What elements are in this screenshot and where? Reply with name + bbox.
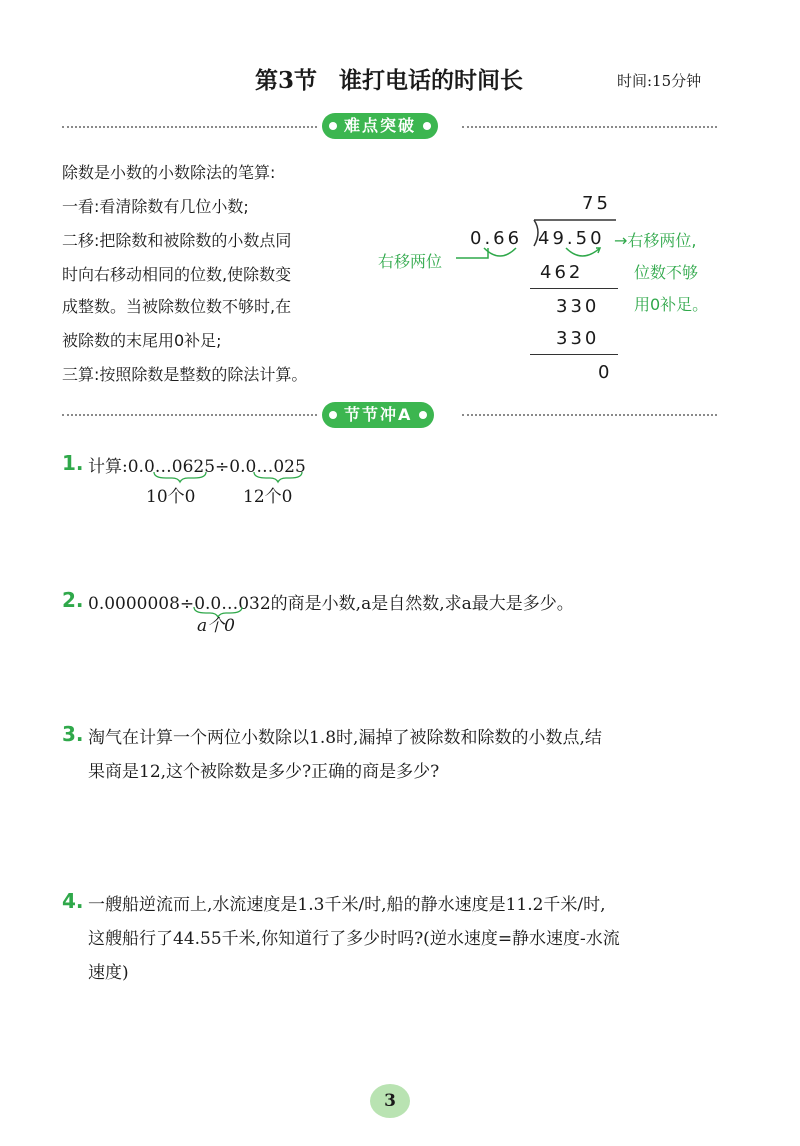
math-operator: ÷: [215, 457, 230, 477]
question-number: 3.: [62, 722, 84, 746]
section-number: 第3节: [255, 67, 318, 94]
method-line: 被除数的末尾用0补足;: [62, 331, 222, 350]
dotted-divider: [62, 414, 317, 416]
dotted-divider: [462, 126, 717, 128]
method-line: 成整数。当被除数位数不够时,在: [62, 297, 292, 316]
question-number: 2.: [62, 588, 84, 612]
question-text: 果商是12,这个被除数是多少?正确的商是多少?: [88, 762, 440, 782]
method-line: 除数是小数的小数除法的笔算:: [62, 163, 276, 182]
brace-label: a个0: [197, 616, 235, 636]
brace-label: 10个0: [146, 487, 196, 507]
method-line: 时向右移动相同的位数,使除数变: [62, 265, 292, 284]
method-line: 二移:把除数和被除数的小数点同: [62, 231, 292, 250]
math-term: 0.0000008÷: [88, 594, 195, 614]
division-step: 462: [540, 262, 584, 283]
left-note-arrow: [454, 246, 494, 266]
method-line: 三算:按照除数是整数的除法计算。: [62, 365, 308, 384]
right-shift-note: 用0补足。: [634, 295, 709, 314]
question-text: 速度): [88, 963, 129, 983]
division-remainder: 0: [598, 362, 613, 383]
difficulty-badge: 难点突破: [322, 113, 438, 139]
division-divisor: 0.66: [470, 228, 523, 249]
division-dividend: 49.50: [538, 228, 605, 249]
division-line: [530, 354, 618, 355]
practice-badge: 节节冲A: [322, 402, 434, 428]
math-term: 0.0…025: [229, 457, 306, 477]
question-text: 的商是小数,a是自然数,求a最大是多少。: [270, 594, 574, 614]
left-shift-note: 右移两位: [378, 252, 443, 271]
question-text: 计算:: [88, 457, 128, 477]
page-number: 3: [370, 1084, 410, 1118]
question-number: 1.: [62, 451, 84, 475]
division-quotient: 75: [582, 193, 611, 214]
question-text: 这艘船行了44.55千米,你知道行了多少时吗?(逆水速度=静水速度-水流: [88, 929, 620, 949]
dotted-divider: [462, 414, 717, 416]
question-text: 一艘船逆流而上,水流速度是1.3千米/时,船的静水速度是11.2千米/时,: [88, 895, 606, 915]
division-line: [530, 288, 618, 289]
question-number: 4.: [62, 889, 84, 913]
section-title: 谁打电话的时间长: [339, 67, 524, 94]
dotted-divider: [62, 126, 317, 128]
right-shift-note: →右移两位,: [614, 231, 697, 250]
math-term: 0.0…0625: [127, 457, 216, 477]
time-limit: 时间:15分钟: [617, 72, 702, 90]
question-text: 淘气在计算一个两位小数除以1.8时,漏掉了被除数和除数的小数点,结: [88, 728, 602, 748]
question-2-text: [88, 589, 574, 614]
brace-label: 12个0: [243, 487, 293, 507]
division-step: 330: [556, 328, 600, 349]
method-line: 一看:看清除数有几位小数;: [62, 197, 249, 216]
division-step: 330: [556, 296, 600, 317]
math-term: 0.0…032: [194, 594, 271, 614]
right-shift-note: 位数不够: [634, 263, 699, 282]
page-title: [255, 62, 523, 95]
